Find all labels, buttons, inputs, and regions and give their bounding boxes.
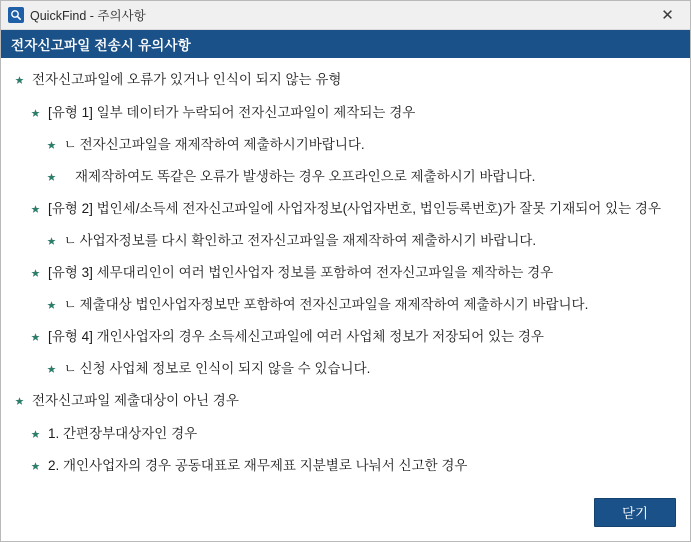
cross-bullet-icon [13,75,27,89]
notice-item-text: 2. 개인사업자의 경우 공동대표로 재무제표 지분별로 나눠서 신고한 경우 [48,458,468,473]
page-title: 전자신고파일 전송시 유의사항 [11,38,192,53]
notice-item-text: 전자신고파일을 재제작하여 제출하시기바랍니다. [79,137,365,152]
window-title: QuickFind - 주의사항 [30,9,146,23]
notice-item-text: 제출대상 법인사업자정보만 포함하여 전자신고파일을 재제작하여 제출하시기 바랍니다. [79,297,589,312]
cross-bullet-icon [45,236,59,250]
cross-bullet-icon [45,172,59,186]
cross-bullet-icon [45,300,59,314]
notice-item [29,105,678,122]
close-icon[interactable]: ✕ [661,6,674,24]
quickfind-icon [8,7,24,23]
notice-item [13,393,678,410]
notice-item-text: [유형 1] 일부 데이터가 누락되어 전자신고파일이 제작되는 경우 [48,105,416,120]
notice-item [45,361,678,378]
notice-item-text: [유형 4] 개인사업자의 경우 소득세신고파일에 여러 사업체 정보가 저장되어 있는 경우 [48,329,544,344]
notice-item [29,265,678,282]
notice-item [29,426,678,443]
notice-item [29,458,678,475]
notice-item-text: 재제작하여도 똑같은 오류가 발생하는 경우 오프라인으로 제출하시기 바랍니다. [75,169,536,184]
notice-content [1,58,690,483]
notice-item [29,329,678,346]
notice-item-prefix: ㄴ [64,361,77,376]
dialog-footer [1,483,690,541]
notice-item-text: 사업자정보를 다시 확인하고 전자신고파일을 재제작하여 제출하시기 바랍니다. [79,233,537,248]
cross-bullet-icon [29,268,43,282]
notice-item [45,233,678,250]
cross-bullet-icon [29,429,43,443]
header-band [1,30,690,58]
cross-bullet-icon [13,396,27,410]
notice-item [29,201,678,218]
notice-item-prefix: ㄴ [64,233,77,248]
close-button[interactable]: 닫기 [594,498,676,527]
notice-item-text: 1. 간편장부대상자인 경우 [48,426,198,441]
notice-item-prefix: ㄴ [64,137,77,152]
cross-bullet-icon [29,204,43,218]
notice-item [45,137,678,154]
notice-item-text: 전자신고파일에 오류가 있거나 인식이 되지 않는 유형 [32,72,342,87]
bottom-strip [1,535,690,541]
cross-bullet-icon [29,108,43,122]
notice-item-text: [유형 3] 세무대리인이 여러 법인사업자 정보를 포함하여 전자신고파일을 제작하는 경우 [48,265,554,280]
notice-item [45,297,678,314]
notice-item [13,72,678,89]
notice-item [45,169,678,186]
cross-bullet-icon [45,140,59,154]
notice-item-text: 전자신고파일 제출대상이 아닌 경우 [32,393,239,408]
cross-bullet-icon [29,461,43,475]
notice-item-text: 신청 사업체 정보로 인식이 되지 않을 수 있습니다. [79,361,371,376]
title-bar [1,1,690,30]
cross-bullet-icon [45,364,59,378]
cross-bullet-icon [29,332,43,346]
notice-item-text: [유형 2] 법인세/소득세 전자신고파일에 사업자정보(사업자번호, 법인등록번호)가 잘못 기재되어 있는 경우 [48,201,661,216]
notice-item-prefix: ㄴ [64,297,77,312]
